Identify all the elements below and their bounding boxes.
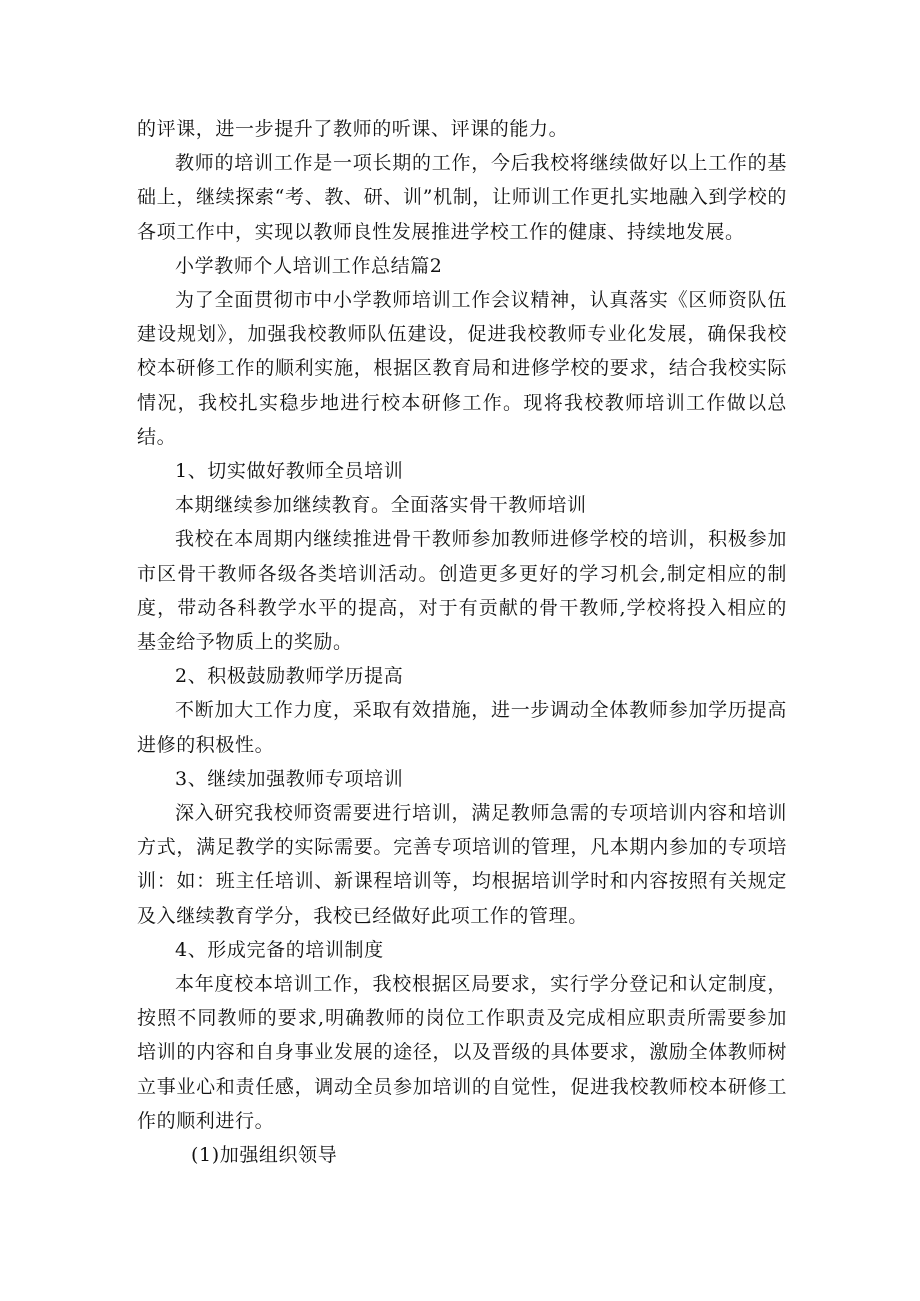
paragraph-training-system: 本年度校本培训工作，我校根据区局要求，实行学分登记和认定制度，按照不同教师的要求,明确教师的岗位工作职责及完成相应职责所需要参加培训的内容和自身事业发展的途径，以及晋级的具体要求，激励全体教师树立事业心和责任感，调动全员参加培训的自觉性，促进我校教师校本研修工作的顺利进行。 bbox=[137, 973, 787, 1132]
paragraph-degree-improvement: 不断加大工作力度，采取有效措施，进一步调动全体教师参加学历提高进修的积极性。 bbox=[137, 699, 787, 756]
heading-item-4: 4、形成完备的培训制度 bbox=[175, 938, 384, 961]
heading-item-1: 1、切实做好教师全员培训 bbox=[175, 460, 404, 483]
section-heading-part2: 小学教师个人培训工作总结篇2 bbox=[175, 254, 443, 277]
heading-item-3: 3、继续加强教师专项培训 bbox=[175, 767, 404, 790]
heading-item-2: 2、积极鼓励教师学历提高 bbox=[175, 665, 404, 688]
paragraph-backbone-teachers: 我校在本周期内继续推进骨干教师参加教师进修学校的培训，积极参加市区骨干教师各级各类培训活动。创造更多更好的学习机会,制定相应的制度，带动各科教学水平的提高，对于有贡献的骨干教师,学校将投入相应的基金给予物质上的奖励。 bbox=[137, 528, 787, 654]
paragraph-special-training: 深入研究我校师资需要进行培训，满足教师急需的专项培训内容和培训方式，满足教学的实际需要。完善专项培训的管理，凡本期内参加的专项培训：如：班主任培训、新课程培训等，均根据培训学时和内容按照有关规定及入继续教育学分，我校已经做好此项工作的管理。 bbox=[137, 802, 787, 927]
paragraph-future-work: 教师的培训工作是一项长期的工作，今后我校将继续做好以上工作的基础上，继续探索“考、教、研、训”机制，让师训工作更扎实地融入到学校的各项工作中，实现以教师良性发展推进学校工作的健康、持续地发展。 bbox=[137, 152, 787, 243]
paragraph-continuing-education: 本期继续参加继续教育。全面落实骨干教师培训 bbox=[175, 494, 587, 517]
heading-subitem-1: (1)加强组织领导 bbox=[191, 1144, 338, 1167]
paragraph-continuation: 的评课，进一步提升了教师的听课、评课的能力。 bbox=[137, 118, 569, 140]
paragraph-introduction: 为了全面贯彻市中小学教师培训工作会议精神，认真落实《区师资队伍建设规划》，加强我校教师队伍建设，促进我校教师专业化发展，确保我校校本研修工作的顺利实施，根据区教育局和进修学校的要求，结合我校实际情况，我校扎实稳步地进行校本研修工作。现将我校教师培训工作做以总结。 bbox=[137, 289, 787, 448]
document-body bbox=[137, 112, 787, 1172]
